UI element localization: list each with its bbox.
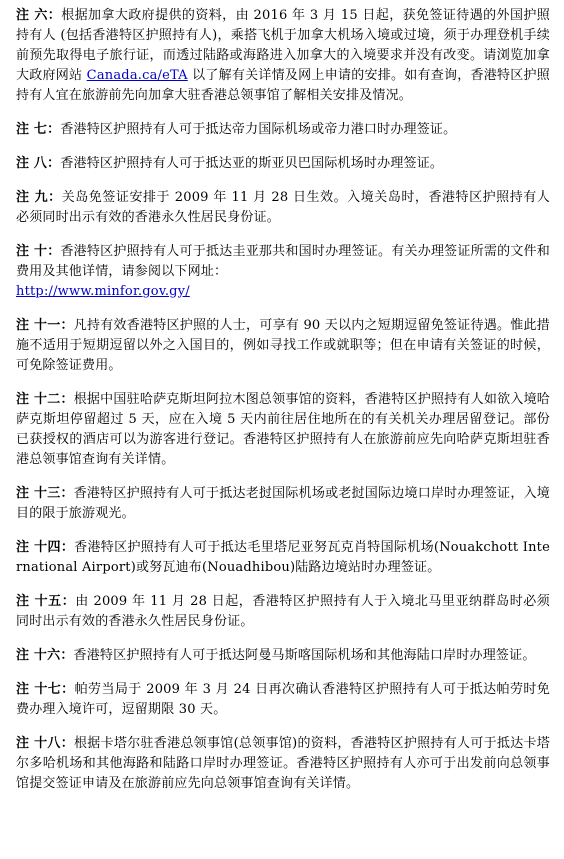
note-paragraph — [16, 646, 550, 666]
note-paragraph — [16, 734, 550, 794]
note-text: 以了解有关详情及网上申请的安排。如有查询，香港特区护照持有人宜在旅游前先向加拿大驻香港总领事馆了解相关安排及情况。 — [16, 68, 550, 103]
note-label: 注 十八： — [16, 736, 75, 751]
note-link[interactable]: Canada.ca/eTA — [86, 68, 188, 83]
note-label: 注 七： — [16, 122, 61, 137]
note-label: 注 十二： — [16, 392, 74, 407]
note-label: 注 十七： — [16, 682, 75, 697]
note-text: 香港特区护照持有人可于抵达阿曼马斯喀国际机场和其他海陆口岸时办理签证。 — [73, 648, 536, 663]
note-paragraph — [16, 120, 550, 140]
note-text: 根据中国驻哈萨克斯坦阿拉木图总领事馆的资料，香港特区护照持有人如欲入境哈萨克斯坦停留超过 5 天，应在入境 5 天内前往居住地所在的有关机关办理居留登记。部份已获授权的酒店可以为游客进行登记。香港特区护照持有人在旅游前应先向哈萨克斯坦驻香港总领事馆查询有关详情。 — [16, 392, 550, 467]
note-label: 注 十三： — [16, 486, 74, 501]
note-text: 关岛免签证安排于 2009 年 11 月 28 日生效。入境关岛时，香港特区护照持有人必须同时出示有效的香港永久性居民身份证。 — [16, 190, 551, 225]
note-label: 注 十四： — [16, 540, 75, 555]
note-paragraph — [16, 242, 550, 302]
note-text: 帕劳当局于 2009 年 3 月 24 日再次确认香港特区护照持有人可于抵达帕劳时免费办理入境许可，逗留期限 30 天。 — [16, 682, 551, 717]
note-text: 香港特区护照持有人可于抵达圭亚那共和国时办理签证。有关办理签证所需的文件和费用及其他详情，请参阅以下网址： — [16, 244, 550, 279]
note-text: 香港特区护照持有人可于抵达老挝国际机场或老挝国际边境口岸时办理签证，入境目的限于旅游观光。 — [16, 486, 550, 521]
note-label: 注 九： — [16, 190, 62, 205]
note-paragraph — [16, 484, 550, 524]
note-label: 注 十： — [16, 244, 61, 259]
note-paragraph — [16, 154, 550, 174]
note-paragraph — [16, 188, 550, 228]
note-label: 注 十一： — [16, 318, 74, 333]
note-label: 注 十六： — [16, 648, 74, 663]
note-text: 香港特区护照持有人可于抵达亚的斯亚贝巴国际机场时办理签证。 — [60, 156, 444, 171]
note-paragraph — [16, 316, 550, 376]
note-link[interactable]: http://www.minfor.gov.gy/ — [16, 284, 190, 299]
note-paragraph — [16, 680, 550, 720]
notes-list — [16, 6, 550, 794]
note-text: 由 2009 年 11 月 28 日起，香港特区护照持有人于入境北马里亚纳群岛时必须同时出示有效的香港永久性居民身份证。 — [16, 594, 550, 629]
note-label: 注 八： — [16, 156, 61, 171]
note-paragraph — [16, 390, 550, 470]
note-text: 香港特区护照持有人可于抵达毛里塔尼亚努瓦克肖特国际机场(Nouakchott International Airport)或努瓦迪布(Nouadhibou)陆路边境站时办理签证。 — [16, 540, 550, 575]
note-label: 注 六： — [16, 8, 62, 23]
note-text: 香港特区护照持有人可于抵达帝力国际机场或帝力港口时办理签证。 — [60, 122, 457, 137]
note-text: 凡持有效香港特区护照的人士，可享有 90 天以内之短期逗留免签证待遇。惟此措施不适用于短期逗留以外之入国目的，例如寻找工作或就职等；但在申请有关签证的时候，可免除签证费用。 — [16, 318, 550, 373]
note-paragraph — [16, 6, 550, 106]
notes-document — [16, 6, 550, 808]
note-paragraph — [16, 538, 550, 578]
note-paragraph — [16, 592, 550, 632]
note-text: 根据卡塔尔驻香港总领事馆(总领事馆)的资料，香港特区护照持有人可于抵达卡塔尔多哈机场和其他海路和陆路口岸时办理签证。香港特区护照持有人亦可于出发前向总领事馆提交签证申请及在旅游前应先向总领事馆查询有关详情。 — [16, 736, 551, 791]
note-text: 根据加拿大政府提供的资料，由 2016 年 3 月 15 日起，获免签证待遇的外国护照持有人 (包括香港特区护照持有人)，乘搭飞机于加拿大机场入境或过境，须于办理登机手续前预先取得电子旅行证，而透过陆路或海路进入加拿大的入境要求并没有改变。请浏览加拿大政府网站 — [16, 8, 550, 83]
note-label: 注 十五： — [16, 594, 76, 609]
